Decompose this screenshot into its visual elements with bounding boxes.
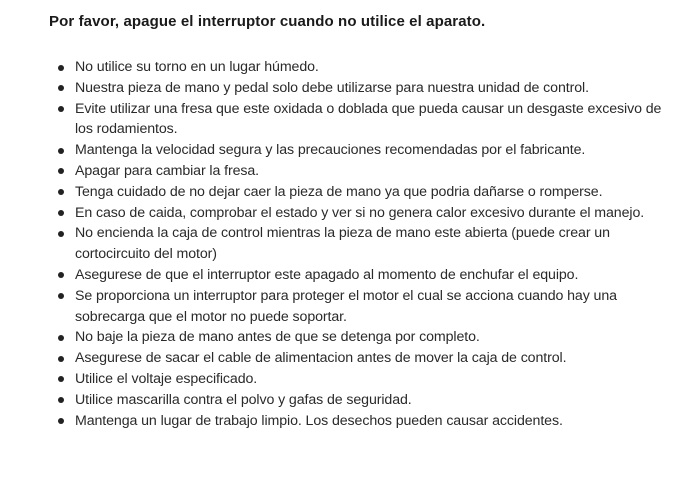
list-item [58,369,668,390]
list-item-text: Asegurese de sacar el cable de alimentacion antes de mover la caja de control. [75,350,567,367]
bullet-dot-icon [58,168,64,174]
list-item [58,203,668,224]
safety-instructions-list [58,57,668,431]
bullet-dot-icon [58,231,64,237]
list-item-text: No baje la pieza de mano antes de que se detenga por completo. [75,329,480,346]
bullet-dot-icon [58,335,64,341]
list-item-text: Asegurese de que el interruptor este apagado al momento de enchufar el equipo. [75,266,579,283]
list-item [58,57,668,78]
list-item [58,161,668,182]
bullet-dot-icon [58,189,64,195]
list-item [58,182,668,203]
list-item-text: No encienda la caja de control mientras la pieza de mano este abierta (puede crear un cortocircuito del motor) [75,225,610,263]
list-item [58,348,668,369]
list-item-text: En caso de caida, comprobar el estado y ver si no genera calor excesivo durante el manejo. [75,204,645,221]
bullet-dot-icon [58,418,64,424]
list-item [58,265,668,286]
list-item-text: Nuestra pieza de mano y pedal solo debe utilizarse para nuestra unidad de control. [75,79,589,96]
list-item-text: Mantenga un lugar de trabajo limpio. Los desechos pueden causar accidentes. [75,412,563,429]
list-item [58,390,668,411]
list-item-text: Apagar para cambiar la fresa. [75,162,259,179]
bullet-dot-icon [58,272,64,278]
list-item-text: Mantenga la velocidad segura y las precauciones recomendadas por el fabricante. [75,142,586,159]
list-item-text: No utilice su torno en un lugar húmedo. [75,59,319,75]
bullet-dot-icon [58,210,64,216]
bullet-dot-icon [58,65,64,71]
list-item-text: Utilice mascarilla contra el polvo y gafas de seguridad. [75,391,412,408]
bullet-dot-icon [58,376,64,382]
bullet-dot-icon [58,85,64,91]
bullet-dot-icon [58,293,64,299]
list-item [58,411,668,432]
list-item [58,140,668,161]
list-item [58,223,668,265]
bullet-dot-icon [58,356,64,362]
list-item-text: Utilice el voltaje especificado. [75,370,258,387]
list-item [58,286,668,328]
list-item-text: Evite utilizar una fresa que este oxidada o doblada que pueda causar un desgaste excesivo de los rodamientos. [75,100,662,138]
document-title: Por favor, apague el interruptor cuando no utilice el aparato. [49,13,486,30]
list-item-text: Se proporciona un interruptor para proteger el motor el cual se acciona cuando hay una sobrecarga que el motor no puede soportar. [75,287,617,325]
bullet-dot-icon [58,106,64,112]
list-item-text: Tenga cuidado de no dejar caer la pieza de mano ya que podria dañarse o romperse. [75,183,603,200]
list-item [58,327,668,348]
list-item [58,99,668,141]
bullet-dot-icon [58,148,64,154]
list-item [58,78,668,99]
bullet-dot-icon [58,397,64,403]
